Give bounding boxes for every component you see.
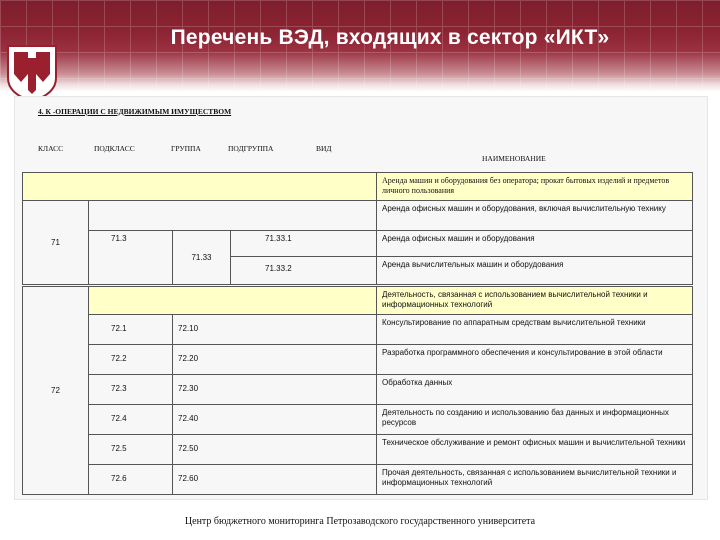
- table2-row-desc: Техническое обслуживание и ремонт офисных машин и вычислительной техники: [382, 438, 686, 447]
- page-title: Перечень ВЭД, входящих в сектор «ИКТ»: [170, 26, 610, 49]
- header-row-fill: [89, 287, 377, 315]
- table-row: [23, 375, 693, 405]
- col-header-podgruppa: ПОДГРУППА: [228, 144, 274, 153]
- table-class-72: [22, 286, 693, 495]
- table2-podklass: 72.4: [111, 414, 127, 423]
- table2-podklass: 72.5: [111, 444, 127, 453]
- col-header-klass: КЛАСС: [38, 144, 64, 153]
- table2-row-desc: Консультирование по аппаратным средствам вычислительной техники: [382, 318, 646, 327]
- table1-row-desc: Аренда офисных машин и оборудования: [382, 234, 535, 243]
- header-row-fill: [23, 173, 377, 201]
- table2-podklass: 72.3: [111, 384, 127, 393]
- table2-gruppa: 72.20: [178, 354, 199, 363]
- table-row: [23, 173, 693, 201]
- university-logo-icon: [6, 44, 58, 102]
- table2-podklass: 72.1: [111, 324, 127, 333]
- table2-header-desc: Деятельность, связанная с использованием вычислительной техники и информационных технологий: [382, 290, 648, 309]
- table2-gruppa: 72.40: [178, 414, 199, 423]
- table1-podgruppa: 71.33.2: [265, 264, 292, 273]
- table1-row-desc: Аренда офисных машин и оборудования, включая вычислительную технику: [382, 204, 666, 213]
- table2-class: 72: [51, 386, 60, 395]
- table-row: [23, 231, 693, 257]
- table2-row-desc: Разработка программного обеспечения и консультирование в этой области: [382, 348, 663, 357]
- table-row: [23, 315, 693, 345]
- table2-gruppa: 72.50: [178, 444, 199, 453]
- table2-gruppa: 72.30: [178, 384, 199, 393]
- table2-row-desc: Обработка данных: [382, 378, 453, 387]
- table2-gruppa: 72.10: [178, 324, 199, 333]
- table2-row-desc: Прочая деятельность, связанная с использованием вычислительной техники и информационных технологий: [382, 468, 677, 487]
- table-row: [23, 465, 693, 495]
- table-row: [23, 257, 693, 285]
- table1-class: 71: [51, 238, 60, 247]
- table1-header-desc: Аренда машин и оборудования без оператора; прокат бытовых изделий и предметов личного пользования: [382, 176, 670, 195]
- table2-gruppa: 72.60: [178, 474, 199, 483]
- table1-row-desc: Аренда вычислительных машин и оборудования: [382, 260, 564, 269]
- col-header-gruppa: ГРУППА: [171, 144, 201, 153]
- table1-gruppa: 71.33: [191, 252, 212, 262]
- footer-text: Центр бюджетного мониторинга Петрозаводского государственного университета: [184, 516, 536, 527]
- header-banner: [0, 0, 720, 92]
- table-class-71: [22, 172, 693, 285]
- table1-podklass: 71.3: [111, 234, 127, 243]
- table-row: [23, 435, 693, 465]
- col-header-podklass: ПОДКЛАСС: [94, 144, 135, 153]
- col-header-vid: ВИД: [316, 144, 332, 153]
- section-title: 4. К -ОПЕРАЦИИ С НЕДВИЖИМЫМ ИМУЩЕСТВОМ: [38, 107, 232, 116]
- table-row: [23, 201, 693, 231]
- col-header-name: НАИМЕНОВАНИЕ: [482, 154, 546, 163]
- table2-podklass: 72.6: [111, 474, 127, 483]
- table-row: [23, 345, 693, 375]
- table2-podklass: 72.2: [111, 354, 127, 363]
- table2-row-desc: Деятельность по созданию и использованию баз данных и информационных ресурсов: [382, 408, 669, 427]
- table-row: [23, 405, 693, 435]
- table1-podgruppa: 71.33.1: [265, 234, 292, 243]
- table-row: [23, 287, 693, 315]
